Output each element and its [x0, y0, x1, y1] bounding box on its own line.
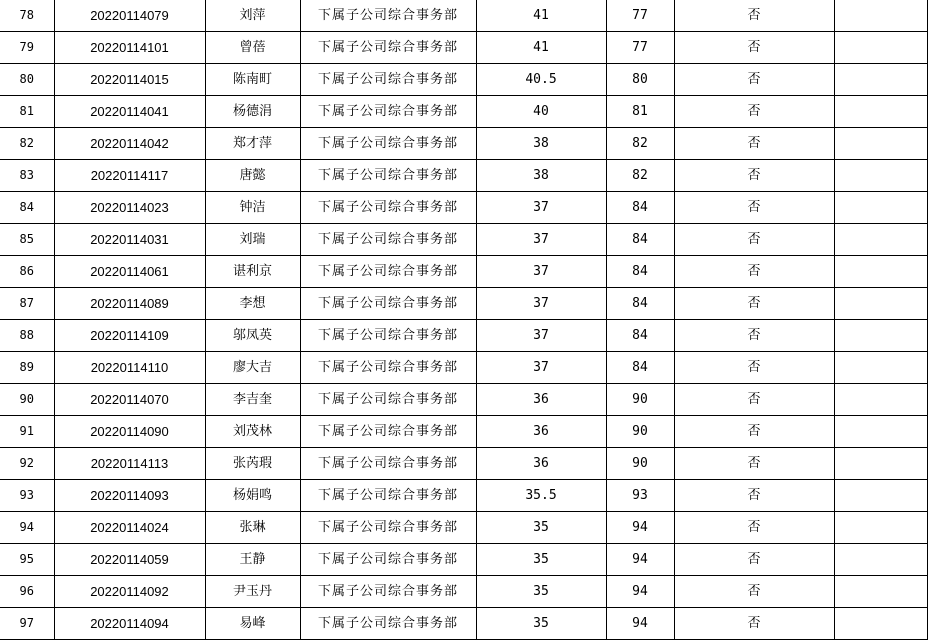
candidate-name-cell: 杨德涓 — [205, 96, 300, 128]
remark-cell — [834, 96, 927, 128]
department-cell: 下属子公司综合事务部 — [300, 128, 476, 160]
remark-cell — [834, 608, 927, 640]
rank-cell: 94 — [606, 512, 674, 544]
score-cell: 41 — [476, 0, 606, 32]
remark-cell — [834, 32, 927, 64]
table-row — [0, 32, 927, 64]
candidate-id-cell: 20220114089 — [54, 288, 205, 320]
remark-cell — [834, 192, 927, 224]
interview-flag-cell: 否 — [674, 96, 834, 128]
candidate-id-cell: 20220114117 — [54, 160, 205, 192]
department-cell: 下属子公司综合事务部 — [300, 416, 476, 448]
interview-flag-cell: 否 — [674, 192, 834, 224]
remark-cell — [834, 64, 927, 96]
department-cell: 下属子公司综合事务部 — [300, 352, 476, 384]
candidate-name-cell: 王静 — [205, 544, 300, 576]
rank-cell: 84 — [606, 224, 674, 256]
candidate-id-cell: 20220114093 — [54, 480, 205, 512]
interview-flag-cell: 否 — [674, 0, 834, 32]
interview-flag-cell: 否 — [674, 608, 834, 640]
candidate-name-cell: 唐懿 — [205, 160, 300, 192]
row-number-cell: 97 — [0, 608, 54, 640]
department-cell: 下属子公司综合事务部 — [300, 32, 476, 64]
candidate-id-cell: 20220114110 — [54, 352, 205, 384]
candidate-id-cell: 20220114109 — [54, 320, 205, 352]
interview-flag-cell: 否 — [674, 64, 834, 96]
rank-cell: 84 — [606, 352, 674, 384]
score-cell: 37 — [476, 256, 606, 288]
interview-flag-cell: 否 — [674, 576, 834, 608]
table-row — [0, 384, 927, 416]
table-row — [0, 416, 927, 448]
rank-cell: 90 — [606, 448, 674, 480]
score-cell: 36 — [476, 448, 606, 480]
rank-cell: 82 — [606, 160, 674, 192]
interview-flag-cell: 否 — [674, 448, 834, 480]
candidate-name-cell: 曾蓓 — [205, 32, 300, 64]
remark-cell — [834, 160, 927, 192]
score-cell: 37 — [476, 352, 606, 384]
rank-cell: 84 — [606, 256, 674, 288]
table-row — [0, 64, 927, 96]
row-number-cell: 80 — [0, 64, 54, 96]
department-cell: 下属子公司综合事务部 — [300, 608, 476, 640]
score-cell: 40 — [476, 96, 606, 128]
rank-cell: 94 — [606, 544, 674, 576]
row-number-cell: 92 — [0, 448, 54, 480]
rank-cell: 93 — [606, 480, 674, 512]
score-cell: 40.5 — [476, 64, 606, 96]
row-number-cell: 90 — [0, 384, 54, 416]
score-cell: 37 — [476, 192, 606, 224]
interview-flag-cell: 否 — [674, 512, 834, 544]
table-row — [0, 288, 927, 320]
row-number-cell: 82 — [0, 128, 54, 160]
candidate-id-cell: 20220114094 — [54, 608, 205, 640]
candidate-name-cell: 刘萍 — [205, 0, 300, 32]
row-number-cell: 78 — [0, 0, 54, 32]
candidate-name-cell: 张芮瑕 — [205, 448, 300, 480]
candidate-id-cell: 20220114090 — [54, 416, 205, 448]
rank-cell: 90 — [606, 416, 674, 448]
candidate-id-cell: 20220114113 — [54, 448, 205, 480]
department-cell: 下属子公司综合事务部 — [300, 448, 476, 480]
department-cell: 下属子公司综合事务部 — [300, 96, 476, 128]
row-number-cell: 85 — [0, 224, 54, 256]
interview-flag-cell: 否 — [674, 480, 834, 512]
candidate-name-cell: 尹玉丹 — [205, 576, 300, 608]
score-cell: 37 — [476, 288, 606, 320]
candidate-name-cell: 刘瑞 — [205, 224, 300, 256]
table-row — [0, 544, 927, 576]
department-cell: 下属子公司综合事务部 — [300, 384, 476, 416]
department-cell: 下属子公司综合事务部 — [300, 576, 476, 608]
candidate-id-cell: 20220114061 — [54, 256, 205, 288]
candidate-id-cell: 20220114070 — [54, 384, 205, 416]
interview-flag-cell: 否 — [674, 32, 834, 64]
candidate-id-cell: 20220114059 — [54, 544, 205, 576]
interview-flag-cell: 否 — [674, 352, 834, 384]
row-number-cell: 93 — [0, 480, 54, 512]
candidate-name-cell: 谌利京 — [205, 256, 300, 288]
candidate-id-cell: 20220114023 — [54, 192, 205, 224]
candidate-id-cell: 20220114031 — [54, 224, 205, 256]
interview-flag-cell: 否 — [674, 544, 834, 576]
row-number-cell: 79 — [0, 32, 54, 64]
table-row — [0, 128, 927, 160]
candidate-name-cell: 张琳 — [205, 512, 300, 544]
candidate-name-cell: 易峰 — [205, 608, 300, 640]
rank-cell: 94 — [606, 608, 674, 640]
remark-cell — [834, 224, 927, 256]
remark-cell — [834, 576, 927, 608]
interview-flag-cell: 否 — [674, 128, 834, 160]
row-number-cell: 83 — [0, 160, 54, 192]
rank-cell: 81 — [606, 96, 674, 128]
interview-flag-cell: 否 — [674, 224, 834, 256]
candidate-name-cell: 李吉奎 — [205, 384, 300, 416]
department-cell: 下属子公司综合事务部 — [300, 320, 476, 352]
candidate-id-cell: 20220114024 — [54, 512, 205, 544]
row-number-cell: 89 — [0, 352, 54, 384]
department-cell: 下属子公司综合事务部 — [300, 288, 476, 320]
score-cell: 36 — [476, 384, 606, 416]
row-number-cell: 94 — [0, 512, 54, 544]
interview-flag-cell: 否 — [674, 256, 834, 288]
score-cell: 35 — [476, 544, 606, 576]
department-cell: 下属子公司综合事务部 — [300, 192, 476, 224]
remark-cell — [834, 416, 927, 448]
score-cell: 35 — [476, 608, 606, 640]
rank-cell: 77 — [606, 0, 674, 32]
table-row — [0, 352, 927, 384]
interview-flag-cell: 否 — [674, 416, 834, 448]
remark-cell — [834, 256, 927, 288]
rank-cell: 82 — [606, 128, 674, 160]
rank-cell: 84 — [606, 192, 674, 224]
remark-cell — [834, 512, 927, 544]
table-row — [0, 256, 927, 288]
candidate-name-cell: 邬凤英 — [205, 320, 300, 352]
department-cell: 下属子公司综合事务部 — [300, 544, 476, 576]
remark-cell — [834, 320, 927, 352]
candidate-name-cell: 陈南町 — [205, 64, 300, 96]
interview-flag-cell: 否 — [674, 160, 834, 192]
table-row — [0, 320, 927, 352]
rank-cell: 94 — [606, 576, 674, 608]
remark-cell — [834, 128, 927, 160]
remark-cell — [834, 480, 927, 512]
score-cell: 41 — [476, 32, 606, 64]
department-cell: 下属子公司综合事务部 — [300, 0, 476, 32]
candidate-name-cell: 刘茂林 — [205, 416, 300, 448]
table-row — [0, 96, 927, 128]
score-cell: 35 — [476, 512, 606, 544]
candidate-name-cell: 廖大吉 — [205, 352, 300, 384]
rank-cell: 84 — [606, 288, 674, 320]
score-cell: 38 — [476, 160, 606, 192]
interview-flag-cell: 否 — [674, 288, 834, 320]
rank-cell: 84 — [606, 320, 674, 352]
score-cell: 38 — [476, 128, 606, 160]
score-cell: 37 — [476, 224, 606, 256]
table-row — [0, 192, 927, 224]
candidate-id-cell: 20220114079 — [54, 0, 205, 32]
table-row — [0, 160, 927, 192]
candidate-id-cell: 20220114015 — [54, 64, 205, 96]
rank-cell: 77 — [606, 32, 674, 64]
candidate-id-cell: 20220114101 — [54, 32, 205, 64]
row-number-cell: 87 — [0, 288, 54, 320]
department-cell: 下属子公司综合事务部 — [300, 512, 476, 544]
row-number-cell: 86 — [0, 256, 54, 288]
row-number-cell: 95 — [0, 544, 54, 576]
remark-cell — [834, 384, 927, 416]
remark-cell — [834, 448, 927, 480]
row-number-cell: 88 — [0, 320, 54, 352]
score-cell: 36 — [476, 416, 606, 448]
table-row — [0, 0, 927, 32]
department-cell: 下属子公司综合事务部 — [300, 64, 476, 96]
remark-cell — [834, 544, 927, 576]
interview-flag-cell: 否 — [674, 320, 834, 352]
row-number-cell: 81 — [0, 96, 54, 128]
remark-cell — [834, 0, 927, 32]
candidate-name-cell: 郑才萍 — [205, 128, 300, 160]
row-number-cell: 96 — [0, 576, 54, 608]
row-number-cell: 84 — [0, 192, 54, 224]
row-number-cell: 91 — [0, 416, 54, 448]
table-row — [0, 480, 927, 512]
score-cell: 37 — [476, 320, 606, 352]
table-row — [0, 608, 927, 640]
department-cell: 下属子公司综合事务部 — [300, 224, 476, 256]
score-cell: 35 — [476, 576, 606, 608]
department-cell: 下属子公司综合事务部 — [300, 480, 476, 512]
candidate-id-cell: 20220114041 — [54, 96, 205, 128]
table-row — [0, 448, 927, 480]
remark-cell — [834, 352, 927, 384]
candidate-name-cell: 杨娟鸣 — [205, 480, 300, 512]
department-cell: 下属子公司综合事务部 — [300, 256, 476, 288]
candidate-name-cell: 钟洁 — [205, 192, 300, 224]
table-row — [0, 224, 927, 256]
score-cell: 35.5 — [476, 480, 606, 512]
candidate-id-cell: 20220114042 — [54, 128, 205, 160]
table-row — [0, 512, 927, 544]
candidate-name-cell: 李想 — [205, 288, 300, 320]
remark-cell — [834, 288, 927, 320]
candidate-id-cell: 20220114092 — [54, 576, 205, 608]
table-row — [0, 576, 927, 608]
interview-flag-cell: 否 — [674, 384, 834, 416]
department-cell: 下属子公司综合事务部 — [300, 160, 476, 192]
rank-cell: 80 — [606, 64, 674, 96]
rank-cell: 90 — [606, 384, 674, 416]
